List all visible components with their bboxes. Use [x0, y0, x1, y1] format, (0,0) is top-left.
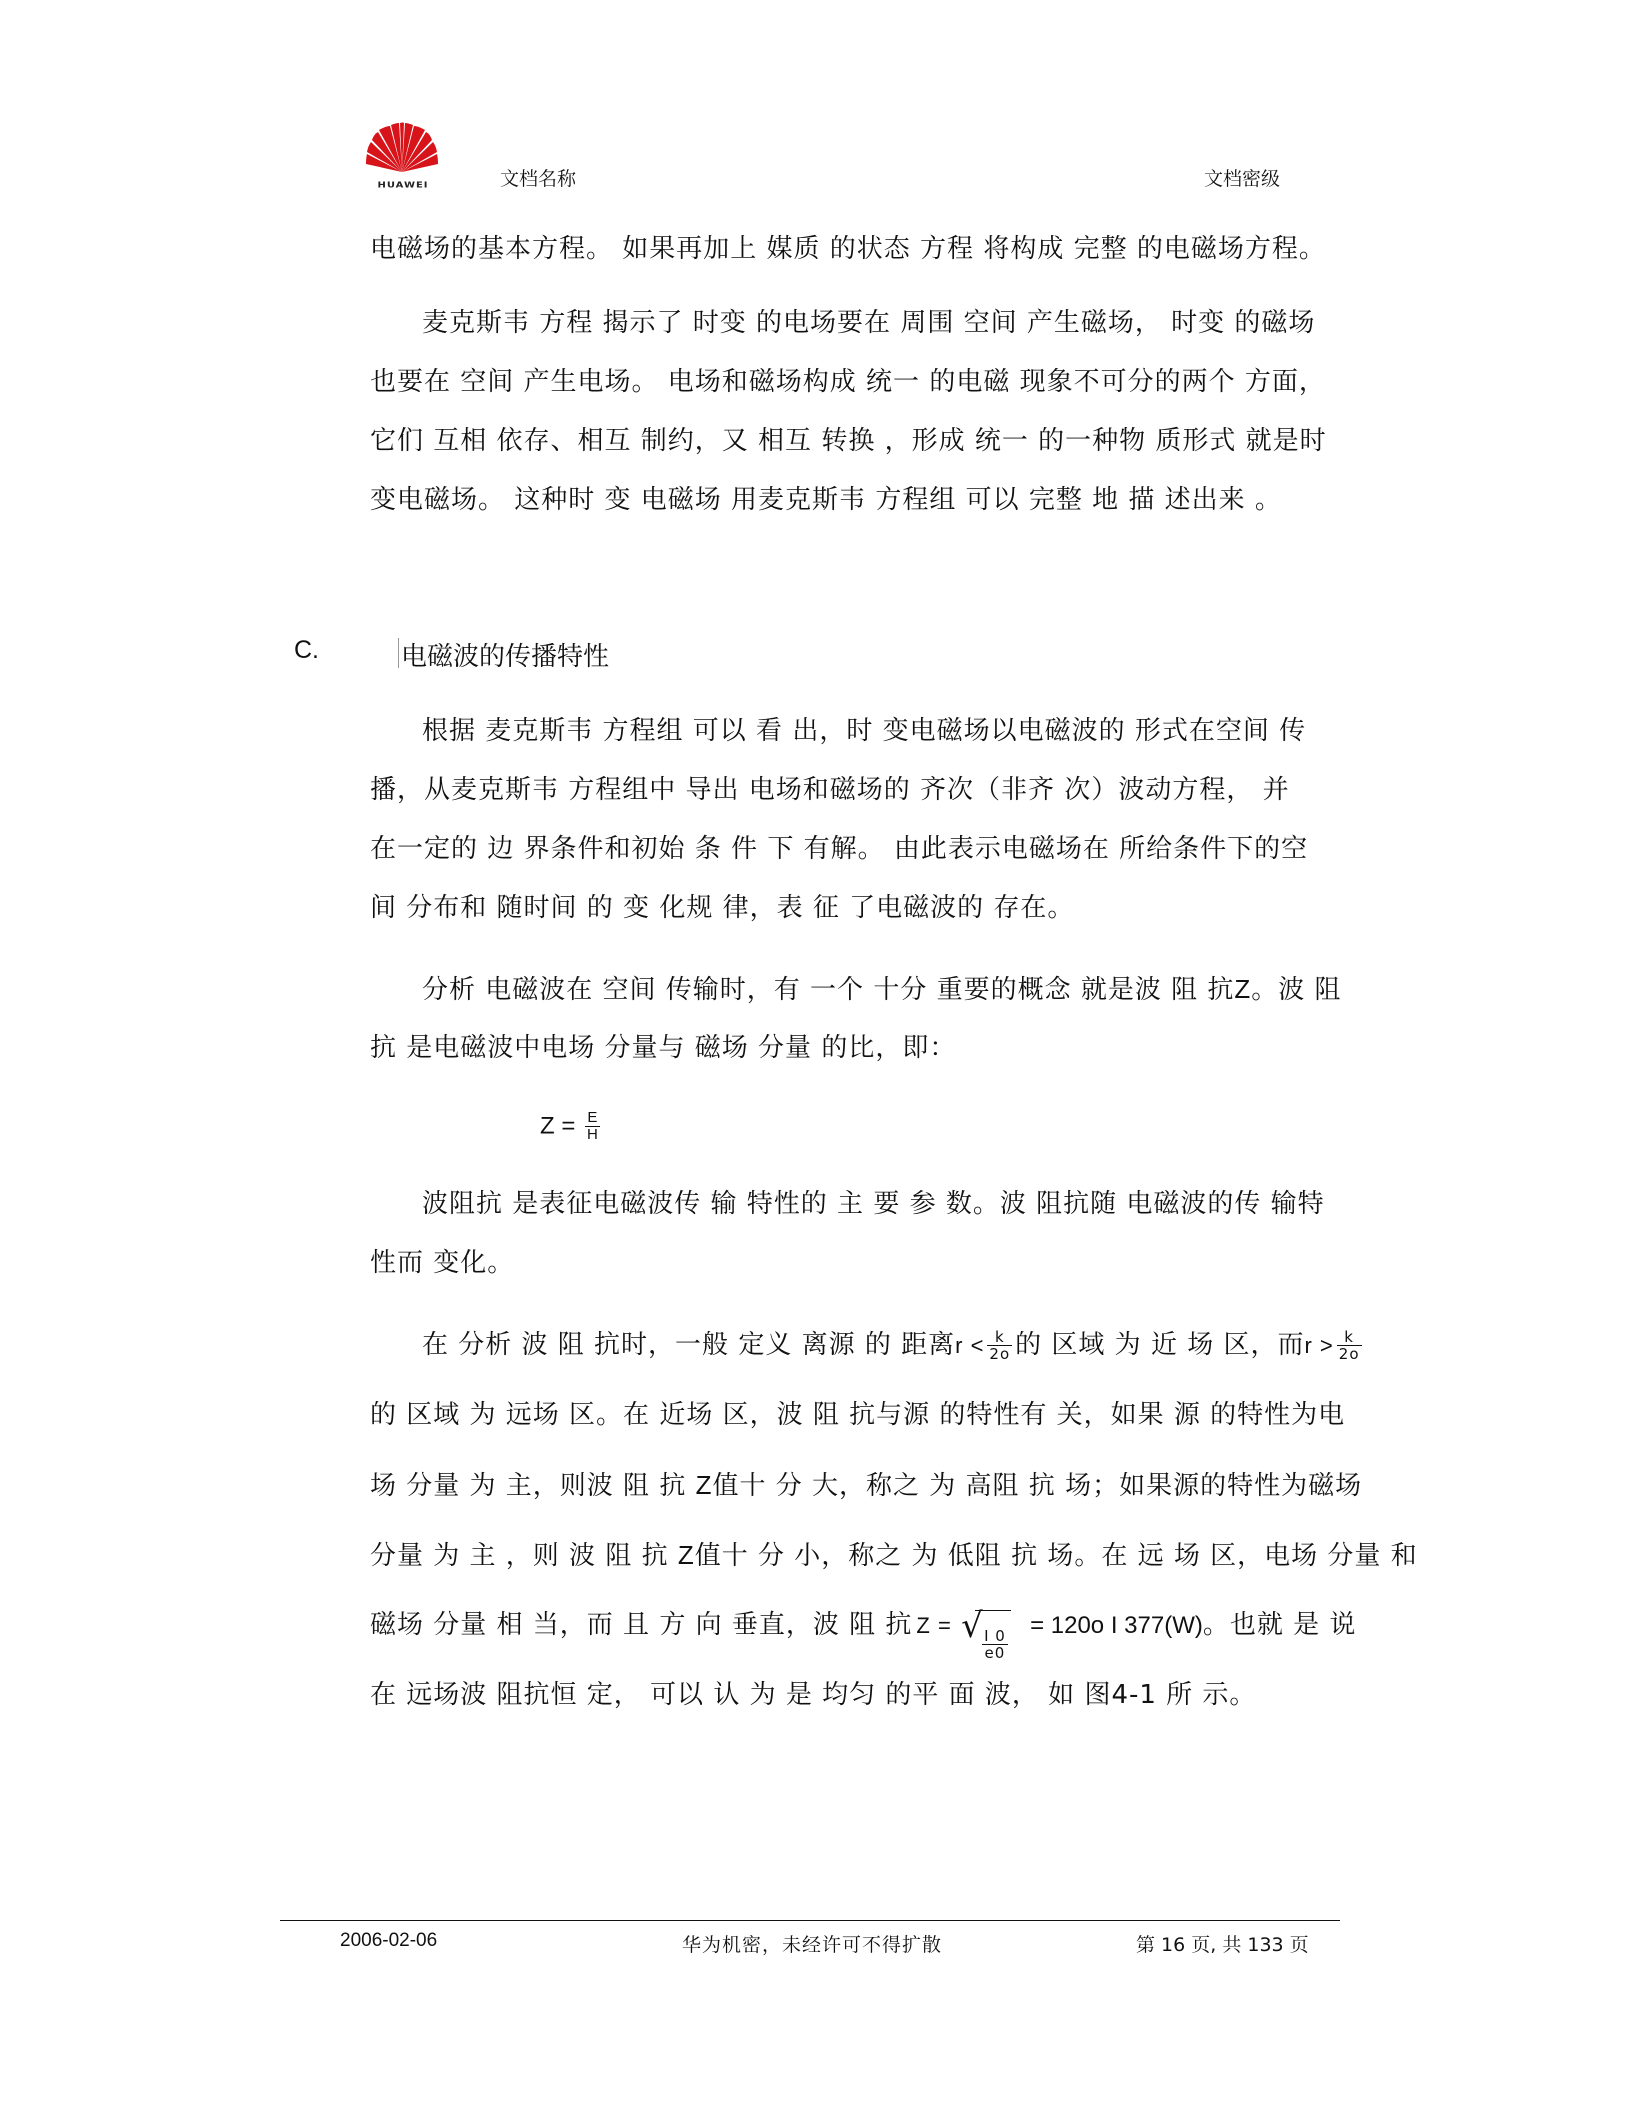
paragraph-5	[370, 1175, 1340, 1293]
doc-security-level: 文档密级	[1204, 168, 1281, 190]
section-number: C.	[294, 636, 319, 664]
fraction-numerator: I 0	[984, 1626, 1006, 1645]
fraction-numerator: k	[987, 1329, 1012, 1346]
fraction	[1337, 1329, 1362, 1362]
formula-lhs: Z =	[540, 1112, 576, 1140]
text-span: 。也就 是 说	[1202, 1610, 1357, 1640]
text-line	[370, 1450, 1363, 1520]
paragraph-1	[370, 220, 1340, 279]
text-line: 波阻抗 是表征电磁波传 输 特性的 主 要 参 数。波 阻抗随 电磁波的传 输特	[422, 1189, 1325, 1219]
text-span: 场 分量 为 主，则波 阻 抗	[370, 1471, 696, 1501]
text-span: 在 分析 波 阻 抗时，一般 定义 离源 的 距离	[422, 1330, 956, 1360]
paragraph-4	[370, 960, 1340, 1078]
formula-z-eq: Z =	[916, 1613, 952, 1638]
formula-impedance	[540, 1110, 603, 1143]
footer-page-info: 第 16 页, 共 133 页	[1136, 1934, 1309, 1956]
fraction-denominator: 2o	[989, 1345, 1011, 1363]
text-line: 也要在 空间 产生电场。 电场和磁场构成 统一 的电磁 现象不可分的两个 方面，	[370, 367, 1326, 397]
fraction-numerator: k	[1337, 1329, 1362, 1346]
variable-z: Z	[677, 1540, 695, 1570]
paragraph-3	[370, 702, 1340, 938]
text-line: 播，从麦克斯韦 方程组中 导出 电场和磁场的 齐次（非齐 次）波动方程， 并	[370, 775, 1290, 805]
text-line: 在 远场波 阻抗恒 定， 可以 认 为 是 均匀 的平 面 波， 如 图4-1 所 示。	[370, 1680, 1257, 1710]
radical-bar	[975, 1610, 1011, 1611]
text-line	[370, 1520, 1418, 1590]
text-line: 性而 变化。	[370, 1248, 515, 1278]
text-span: 磁场 分量 相 当，而 且 方 向 垂直，波 阻 抗	[370, 1610, 913, 1640]
text-line: 它们 互相 依存、相互 制约，又 相互 转换 ，形成 统一 的一种物 质形式 就是时	[370, 426, 1327, 456]
text-line	[370, 960, 1340, 1019]
footer-confidential: 华为机密，未经许可不得扩散	[682, 1934, 943, 1956]
text-line: 变电磁场。 这种时 变 电磁场 用麦克斯韦 方程组 可以 完整 地 描 述出来 。	[370, 485, 1282, 515]
text-line: 间 分布和 随时间 的 变 化规 律，表 征 了电磁波的 存在。	[370, 893, 1075, 923]
doc-name: 文档名称	[500, 168, 577, 190]
logo-wordmark: HUAWEI	[377, 181, 429, 190]
text-line: 电磁场的基本方程。 如果再加上 媒质 的状态 方程 将构成 完整 的电磁场方程。	[370, 234, 1326, 264]
inequality-gt: r >	[1304, 1333, 1334, 1358]
inequality-lt: r <	[955, 1333, 985, 1358]
text-span: 的 区域 为 近 场 区，而	[1015, 1330, 1305, 1360]
section-marker	[398, 638, 399, 668]
formula-value: = 120o I 377(W)	[1030, 1612, 1203, 1639]
fraction	[585, 1110, 600, 1143]
huawei-logo	[362, 122, 442, 194]
fraction-denominator: 2o	[1338, 1345, 1360, 1363]
text-span: 值十 分 小，称之 为 低阻 抗 场。在 远 场 区，电场 分量 和	[694, 1541, 1418, 1571]
text-line	[370, 1590, 1357, 1662]
text-span: 分析 电磁波在 空间 传输时，有 一个 十分 重要的概念 就是波 阻 抗	[422, 975, 1235, 1005]
text-line: 麦克斯韦 方程 揭示了 时变 的电场要在 周围 空间 产生磁场， 时变 的磁场	[422, 308, 1316, 338]
text-line	[370, 1310, 1360, 1380]
fraction-denominator: H	[587, 1126, 598, 1143]
variable-z: Z	[1234, 974, 1252, 1004]
text-span: 。波 阻	[1251, 975, 1342, 1005]
text-line: 在一定的 边 界条件和初始 条 件 下 有解。 由此表示电磁场在 所给条件下的空	[370, 834, 1309, 864]
radical-sign: √	[961, 1605, 984, 1646]
section-title: 电磁波的传播特性	[401, 642, 610, 672]
footer-rule	[280, 1920, 1340, 1921]
text-line: 抗 是电磁波中电场 分量与 磁场 分量 的比，即：	[370, 1033, 957, 1063]
text-line: 根据 麦克斯韦 方程组 可以 看 出，时 变电磁场以电磁波的 形式在空间 传	[422, 716, 1307, 746]
paragraph-2	[370, 294, 1340, 530]
variable-z: Z	[695, 1470, 713, 1500]
fraction	[987, 1329, 1012, 1362]
fraction-numerator: E	[585, 1110, 600, 1127]
text-span: 分量 为 主 ，则 波 阻 抗	[370, 1541, 678, 1571]
paragraph-6	[370, 1310, 1418, 1730]
fraction	[982, 1628, 1008, 1661]
fraction-denominator: e0	[984, 1643, 1006, 1662]
footer-date: 2006-02-06	[340, 1930, 438, 1951]
square-root	[961, 1605, 1011, 1662]
text-line: 的 区域 为 远场 区。在 近场 区，波 阻 抗与源 的特性有 关，如果 源 的特性为电	[370, 1400, 1346, 1430]
text-span: 值十 分 大，称之 为 高阻 抗 场；如果源的特性为磁场	[712, 1471, 1363, 1501]
